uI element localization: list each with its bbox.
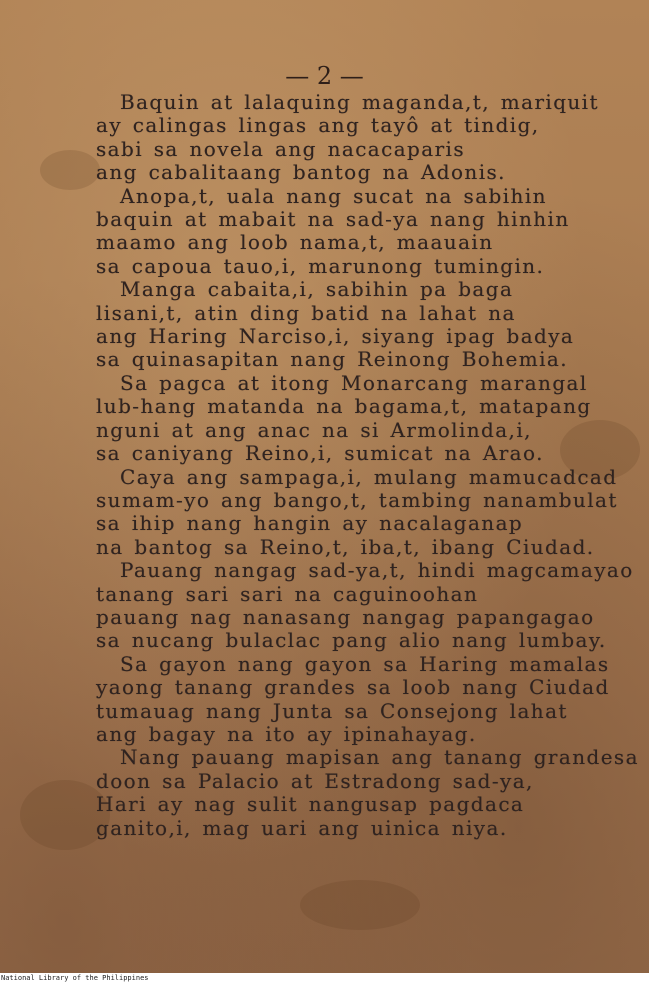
verse-line: Hari ay nag sulit nangusap pagdaca [96,792,525,817]
verse-line: Caya ang sampaga,i, mulang mamucadcad [120,464,618,489]
stanza [96,745,639,840]
verse-line: Manga cabaita,i, sabihin pa baga [120,277,514,302]
verse-line: tumauag nang Junta sa Consejong lahat [96,698,568,723]
stanza [96,185,616,279]
verse-line: Baquin at lalaquing maganda,t, mariquit [120,90,599,114]
verse-line: ganito,i, mag uari ang uinica niya. [96,815,508,840]
verse-line: ang Haring Narciso,i, siyang ipag badya [96,324,575,349]
verse-line: ang cabalitaang bantog na Adonis. [96,160,506,185]
footer-bar [0,973,649,983]
paper-stain [40,150,100,190]
verse-line: baquin at mabait na sad-ya nang hinhin [96,207,570,232]
stanza [96,278,616,372]
verse-line: ay calingas lingas ang tayô at tindig, [96,113,540,138]
verse-line: nguni at ang anac na si Armolinda,i, [96,417,532,442]
verse-line: maamo ang loob nama,t, maauain [96,230,494,255]
stanza [96,372,616,466]
paper-stain [300,880,420,930]
stanza [96,466,616,560]
verse-line: lub-hang matanda na bagama,t, matapang [96,394,592,419]
verse-line: sabi sa novela ang nacacaparis [96,136,465,161]
verse-line: yaong tanang grandes sa loob nang Ciudad [96,675,610,700]
verse-line: Nang pauang mapisan ang tanang grandesa [120,745,639,770]
verse-line: sa ihip nang hangin ay nacalaganap [96,511,524,536]
verse-line: ang bagay na ito ay ipinahayag. [96,721,477,746]
verse-line: na bantog sa Reino,t, iba,t, ibang Ciudad. [96,534,595,559]
verse-line: Sa gayon nang gayon sa Haring mamalas [120,651,610,676]
stanza [96,558,634,653]
poem-body [96,90,639,840]
stanza [96,653,616,747]
library-credit: National Library of the Philippines [1,974,149,982]
verse-line: sa capoua tauo,i, marunong tumingin. [96,253,545,278]
verse-line: lisani,t, atin ding batid na lahat na [96,300,516,325]
verse-line: tanang sari sari na caguinoohan [96,581,479,606]
verse-line: sa nucang bulaclac pang alio nang lumbay. [96,628,607,653]
verse-line: doon sa Palacio at Estradong sad-ya, [96,768,534,793]
page-number: — 2 — [285,62,364,90]
verse-line: Sa pagca at itong Monarcang marangal [120,370,588,395]
verse-line: pauang nag nanasang nangag papangagao [96,604,595,629]
verse-line: Pauang nangag sad-ya,t, hindi magcamayao [120,558,634,583]
verse-line: Anopa,t, uala nang sucat na sabihin [120,183,547,208]
verse-line: sa caniyang Reino,i, sumicat na Arao. [96,441,544,466]
verse-line: sa quinasapitan nang Reinong Bohemia. [96,347,569,372]
stanza [96,91,616,185]
verse-line: sumam-yo ang bango,t, tambing nanambulat [96,487,618,512]
